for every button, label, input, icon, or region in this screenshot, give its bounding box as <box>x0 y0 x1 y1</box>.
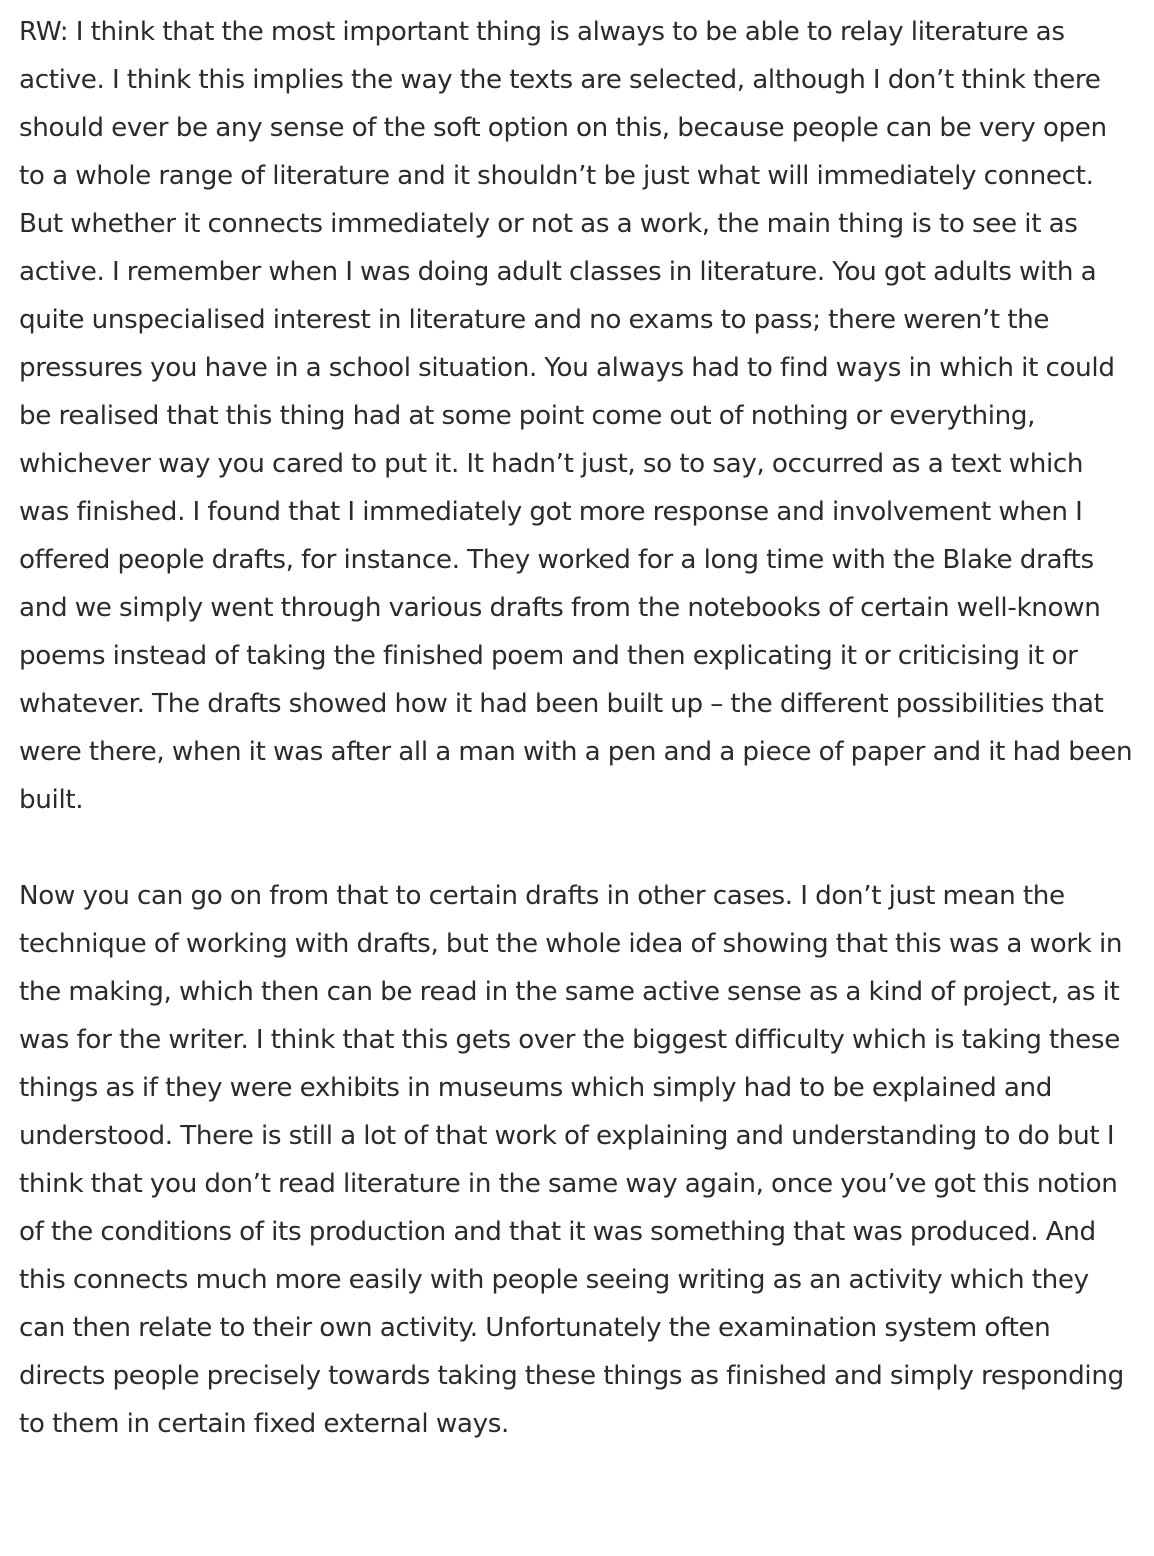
paragraph-2: Now you can go on from that to certain drafts in other cases. I don’t just mean the technique of working with drafts, but the whole idea of showing that this was a work in the making, which then can be read in the same active sense as a kind of project, as it was for the writer. I think that this gets over the biggest difficulty which is taking these things as if they were exhibits in museums which simply had to be explained and understood. There is still a lot of that work of explaining and understanding to do but I think that you don’t read literature in the same way again, once you’ve got this notion of the conditions of its production and that it was something that was produced. And this connects much more easily with people seeing writing as an activity which they can then relate to their own activity. Unfortunately the examination system often directs people precisely towards taking these things as finished and simply responding to them in certain fixed external ways. <box>19 881 1124 1439</box>
paragraph-1: RW: I think that the most important thing is always to be able to relay literature as active. I think this implies the way the texts are selected, although I don’t think there should ever be any sense of the soft option on this, because people can be very open to a whole range of literature and it shouldn’t be just what will immediately connect. But whether it connects immediately or not as a work, the main thing is to see it as active. I remember when I was doing adult classes in literature. You got adults with a quite unspecialised interest in literature and no exams to pass; there weren’t the pressures you have in a school situation. You always had to find ways in which it could be realised that this thing had at some point come out of nothing or everything, whichever way you cared to put it. It hadn’t just, so to say, occurred as a text which was finished. I found that I immediately got more response and involvement when I offered people drafts, for instance. They worked for a long time with the Blake drafts and we simply went through various drafts from the notebooks of certain well-known poems instead of taking the finished poem and then explicating it or criticising it or whatever. The drafts showed how it had been built up – the different possibilities that were there, when it was after all a man with a pen and a piece of paper and it had been built. <box>19 17 1133 815</box>
